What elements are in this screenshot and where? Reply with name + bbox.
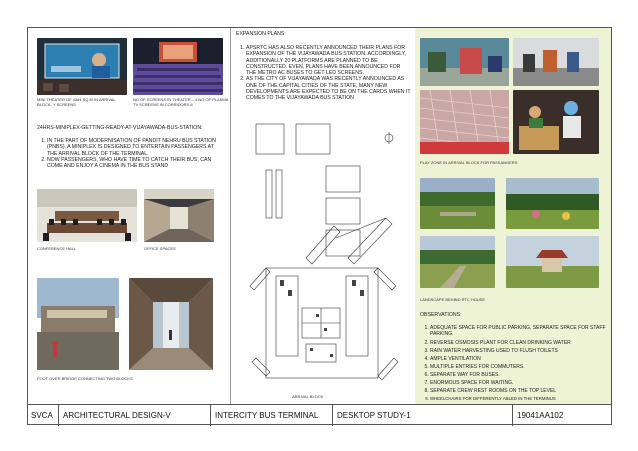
title-block [27,404,612,426]
miniplex-heading: 24HRS-MINIPLEX-GETTING-READY-AT-VIJAYAWADA-BUS-STATION: [37,125,203,131]
theater-screens-caption: NO OF SCREENS IN THEATER – 4 NO OF PLASMA TV SCREENS IN CORRIDORS-6 [133,97,229,107]
observation-item: 9. WHEELCHAIRS FOR DIFFERENTLY ABLED IN THE TERMINUS [430,395,610,403]
playzone-photo-1 [420,38,509,86]
mini-theater-caption: MINI THEATER OF 4364 SQ M IN ARRIVAL BLOCK- Y SCREENS [37,97,116,107]
landscape-caption: LANDSCAPE BEHIND RTC HOUSE [420,297,486,302]
column-divider [230,28,231,404]
roll-number: 19041AA102 [517,411,564,420]
playzone-photo-2 [513,38,599,86]
observation-item: 1. ADEQUATE SPACE FOR PUBLIC PARKING, SEPARATE SPACE FOR STAFF PARKING. [430,325,610,337]
bus-station-exterior-photo [37,278,119,370]
observation-item: 6. SEPARATE WAY FOR BUSES. [430,371,610,379]
conference-hall-caption: CONFERENCE HALL [37,246,77,251]
observation-item: 5. MULTIPLE ENTRIES FOR COMMUTERS. [430,363,610,371]
expansion-point: 2. AS THE CITY OF VIJAYAWADA WAS RECENTLY ANNOUNCED AS ONE OF THE CAPITAL CITIES OF THE STATE, MANY NEW DEVELOPMENTS ARE EXPECTED TO BE ON THE CARDS WHEN IT COMES TO THE VIJAYAWADA BUS STATION [246,76,412,101]
school-name: SVCA [27,405,59,426]
conference-hall-photo [37,189,137,242]
playzone-caption: PLAY ZONE IN ARRIVAL BLOCK FOR PASSANGERS [420,160,518,165]
office-spaces-caption: OFFICE SPACES [144,246,176,251]
office-spaces-photo [144,189,214,242]
expansion-point: 1. APSRTC HAS ALSO RECENTLY ANNOUNCED THEIR PLANS FOR EXPANSION OF THE VIJAYAWADA BUS STATION. ACCORDINGLY, ADDITIONALLY 20 PLATFORMS ARE PLANNED TO BE CONSTRUCTED. EVEN, PLANS HAVE BEEN ANNOUNCED FOR THE METRO AC BUSES TO GET LED SCREENS. [246,45,412,76]
course-name: ARCHITECTURAL DESIGN-V [59,405,211,426]
miniplex-point: 2. NOW PASSENGERS, WHO HAVE TIME TO CATCH THEIR BUS, CAN COME AND ENJOY A CINEMA IN THE BUS STAND [47,157,222,170]
playzone-net-photo [420,90,509,154]
foot-over-bridge-photo [129,278,213,370]
observation-item: 4. AMPLE VENTILATION [430,355,610,363]
expansion-heading: EXPANSION PLANS: [236,31,286,37]
expansion-points [236,45,412,102]
landscape-gazebo-photo [506,236,599,288]
study-name: DESKTOP STUDY-1 [333,405,513,426]
observation-item: 2. REVERSE OSMOSIS PLANT FOR CLEAN DRINKING WATER [430,339,610,347]
foot-over-bridge-caption: FOOT OVER BRIDGE CONNECTING TWO BLOCKS [37,376,133,381]
arrival-block-caption: ARRIVAL BLOCK [292,394,324,399]
observations-list [420,325,610,403]
landscape-photo-1 [420,178,495,229]
theater-hall-photo [133,38,223,95]
miniplex-point: 1. IN THE PART OF MODERNISATION OF PANDIT NEHRU BUS STATION (PNBS), A MINIPLEX IS DESIGNED TO ENTERTAIN PASSENGERS AT THE ARRIVAL BLOCK OF THE TERMINAL. [47,138,222,157]
observations-heading: OBSERVATIONS: [420,312,462,318]
observation-item: 7. ENORMOUS SPACE FOR WAITING. [430,379,610,387]
miniplex-points [37,138,222,169]
project-name: INTERCITY BUS TERMINAL [211,405,333,426]
observation-item: 3. RAIN WATER HARVESTING USED TO FLUSH TOILETS [430,347,610,355]
playzone-kids-photo [513,90,599,154]
observation-item: 8. SEPARATE CREW REST ROOMS ON THE TOP LEVEL [430,387,610,395]
mini-theater-photo [37,38,127,95]
landscape-photo-2 [506,178,599,229]
arrival-block-site-plan [236,118,412,398]
landscape-photo-3 [420,236,495,288]
